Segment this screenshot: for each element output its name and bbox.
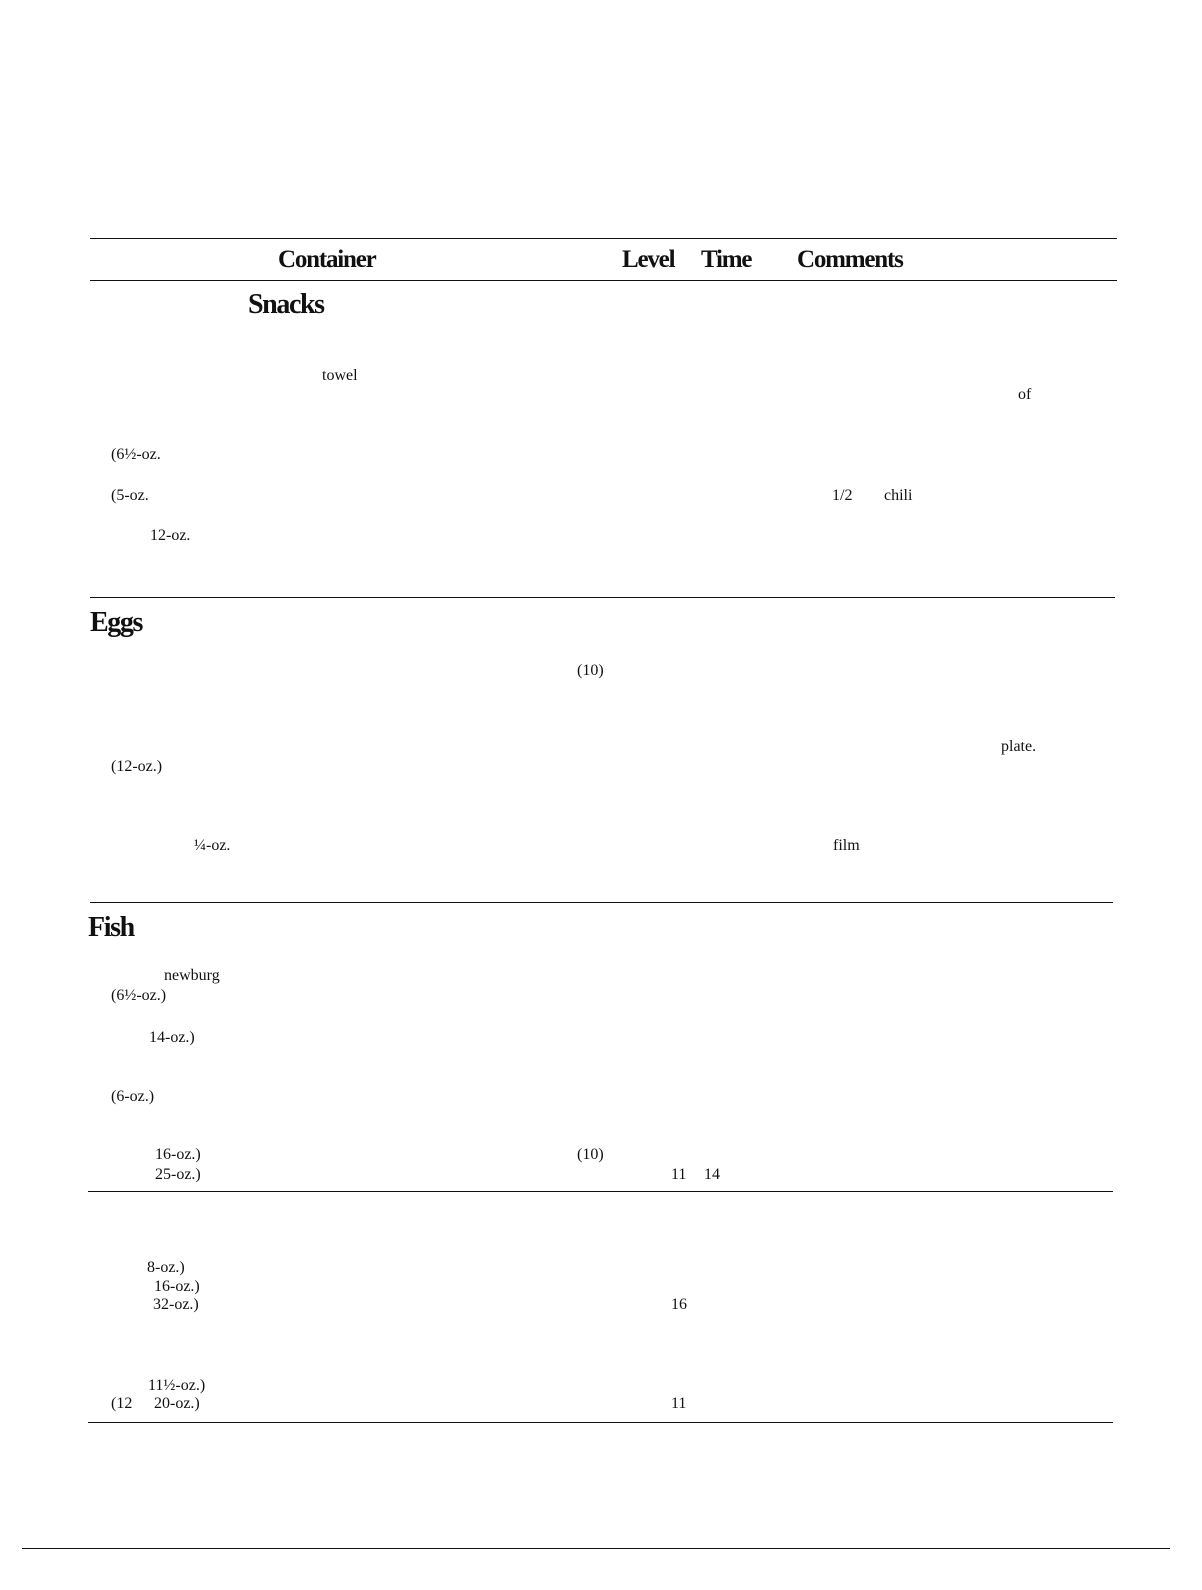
text-fragment: 14 [704,1166,720,1183]
column-header-container: Container [278,246,376,273]
eggs-bottom-rule [90,902,1113,903]
column-header-comments: Comments [797,246,903,273]
text-fragment: 11 [671,1395,687,1412]
text-fragment: 14-oz.) [149,1029,195,1046]
snacks-bottom-rule [90,597,1115,598]
section-title-fish: Fish [88,912,134,943]
text-fragment: chili [884,487,913,504]
text-fragment: 20-oz.) [154,1395,200,1412]
text-fragment: 16-oz.) [155,1146,201,1163]
page-footer-rule [22,1548,1170,1549]
text-fragment: (6½-oz. [111,446,161,463]
fish-bottom-rule [88,1191,1113,1192]
text-fragment: (12 [111,1395,133,1412]
text-fragment: (6½-oz.) [111,987,167,1004]
text-fragment: plate. [1001,738,1037,755]
text-fragment: (10) [577,662,604,679]
text-fragment: 25-oz.) [155,1166,201,1183]
text-fragment: 11 [671,1166,687,1183]
table-top-rule [90,238,1117,239]
text-fragment: (12-oz.) [111,758,163,775]
text-fragment: 32-oz.) [153,1296,199,1313]
text-fragment: 16 [671,1296,687,1313]
table-bottom-rule [88,1422,1113,1423]
text-fragment: (6-oz.) [111,1088,155,1105]
column-header-time: Time [701,246,752,273]
text-fragment: 11½-oz.) [148,1377,206,1394]
text-fragment: (5-oz. [111,487,149,504]
header-bottom-rule [90,280,1117,281]
text-fragment: 12-oz. [150,527,191,544]
text-fragment: film [833,837,860,854]
text-fragment: newburg [164,967,220,984]
text-fragment: 8-oz.) [147,1259,185,1276]
text-fragment: 1/2 [832,487,853,504]
section-title-snacks: Snacks [248,289,324,320]
text-fragment: towel [322,367,358,384]
text-fragment: ¼-oz. [194,837,231,854]
text-fragment: of [1018,386,1032,403]
section-title-eggs: Eggs [90,607,142,638]
column-header-level: Level [622,246,675,273]
text-fragment: 16-oz.) [154,1278,200,1295]
text-fragment: (10) [577,1146,604,1163]
